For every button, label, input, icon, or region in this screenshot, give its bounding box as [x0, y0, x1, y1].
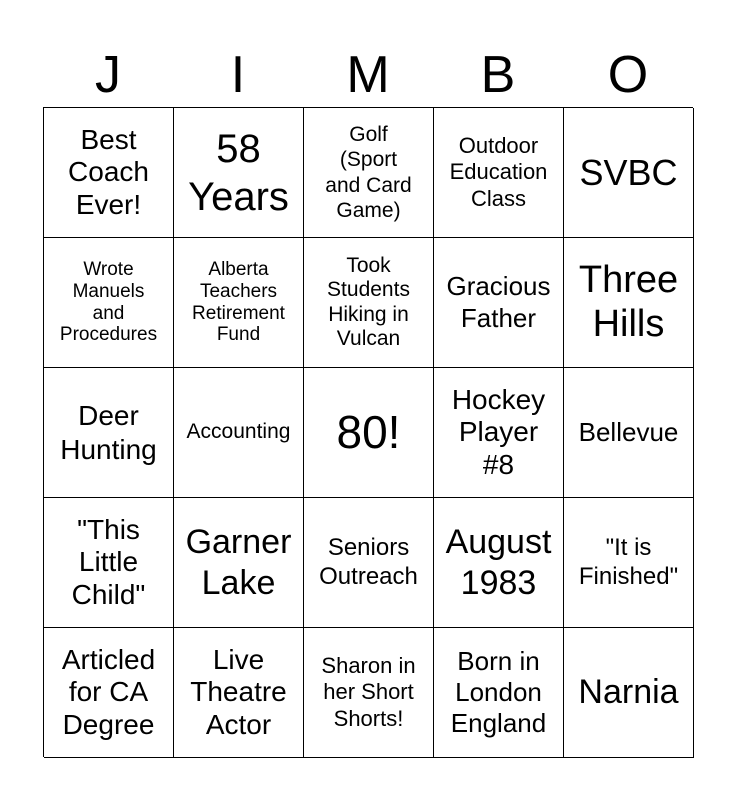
header-letter-b: B	[480, 46, 516, 104]
bingo-header	[43, 44, 693, 106]
header-letter-j: J	[95, 46, 121, 104]
bingo-cell[interactable]	[564, 628, 694, 758]
bingo-cell[interactable]	[434, 498, 564, 628]
bingo-grid	[43, 107, 693, 757]
cell-text: 58 Years	[188, 126, 289, 219]
bingo-cell[interactable]	[44, 368, 174, 498]
bingo-cell[interactable]	[304, 238, 434, 368]
cell-text: "It is Finished"	[578, 533, 679, 590]
bingo-cell[interactable]	[174, 498, 304, 628]
cell-text: Best Coach Ever!	[68, 124, 149, 220]
bingo-cell[interactable]	[174, 108, 304, 238]
bingo-cell[interactable]	[564, 498, 694, 628]
cell-text: Alberta Teachers Retirement Fund	[192, 258, 285, 346]
header-letter-o: O	[607, 46, 649, 104]
bingo-cell[interactable]	[304, 628, 434, 758]
cell-text: SVBC	[579, 151, 678, 193]
bingo-cell[interactable]	[434, 238, 564, 368]
cell-text: Sharon in her Short Shorts!	[321, 652, 416, 731]
bingo-cell[interactable]	[564, 238, 694, 368]
header-letter-i: I	[230, 46, 246, 104]
cell-text: Born in London England	[450, 645, 547, 739]
cell-text: Deer Hunting	[60, 399, 157, 465]
bingo-cell[interactable]	[174, 368, 304, 498]
bingo-cell[interactable]	[434, 108, 564, 238]
cell-text: Three Hills	[578, 258, 679, 345]
cell-text: Garner Lake	[185, 522, 292, 602]
cell-text: Seniors Outreach	[319, 533, 418, 590]
header-letter-m: M	[346, 46, 390, 104]
cell-text: "This Little Child"	[71, 514, 146, 610]
bingo-cell[interactable]	[304, 498, 434, 628]
cell-text: Articled for CA Degree	[61, 644, 156, 740]
cell-text: Hockey Player #8	[451, 384, 546, 480]
bingo-cell[interactable]	[564, 368, 694, 498]
bingo-cell[interactable]	[434, 368, 564, 498]
bingo-cell[interactable]	[44, 628, 174, 758]
cell-text: Took Students Hiking in Vulcan	[327, 254, 410, 350]
cell-text: Golf (Sport and Card Game)	[325, 123, 412, 222]
cell-text: Live Theatre Actor	[190, 644, 287, 740]
bingo-cell[interactable]	[174, 628, 304, 758]
bingo-cell[interactable]	[44, 498, 174, 628]
cell-text: Gracious Father	[446, 271, 551, 333]
bingo-cell[interactable]	[44, 108, 174, 238]
bingo-cell[interactable]	[44, 238, 174, 368]
cell-text: Wrote Manuels and Procedures	[59, 258, 158, 346]
bingo-cell[interactable]	[434, 628, 564, 758]
cell-text: Narnia	[578, 672, 679, 711]
bingo-cell[interactable]	[304, 368, 434, 498]
bingo-cell[interactable]	[564, 108, 694, 238]
bingo-cell[interactable]	[304, 108, 434, 238]
bingo-cell[interactable]	[174, 238, 304, 368]
cell-text: 80!	[336, 406, 401, 459]
cell-text: Bellevue	[578, 416, 679, 447]
cell-text: Accounting	[186, 420, 291, 444]
cell-text: August 1983	[445, 522, 552, 602]
cell-text: Outdoor Education Class	[449, 132, 548, 211]
